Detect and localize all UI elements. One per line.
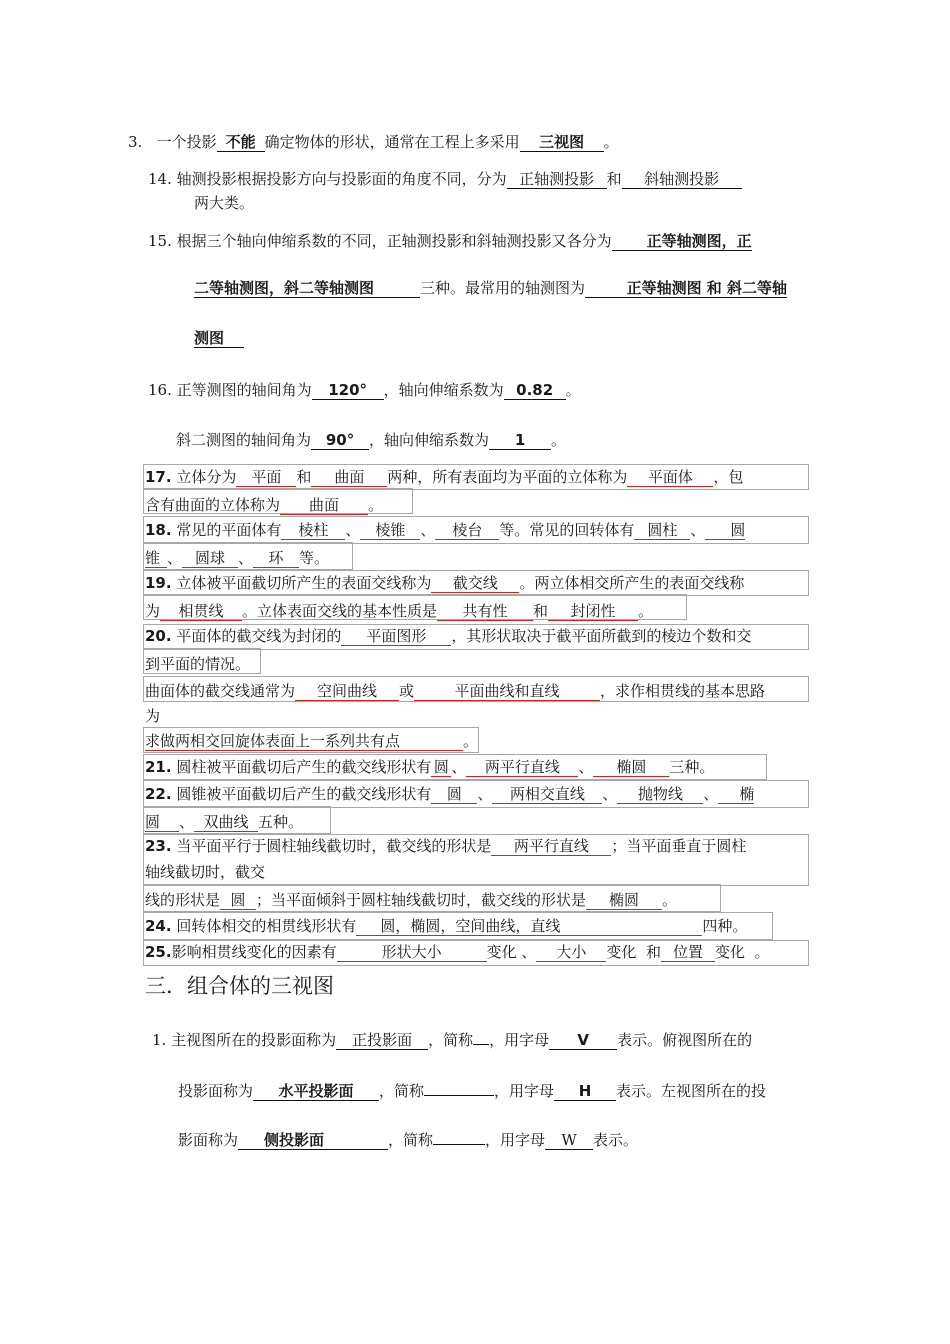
q18-answer-2: 棱锥 <box>360 521 420 540</box>
q23-answer-2: 圆 <box>220 891 256 910</box>
q14-line-2: 两大类。 <box>194 194 255 212</box>
q25-answer-3: 位置 <box>661 943 715 962</box>
q3-number: 3. <box>128 133 143 151</box>
q20-line-3: 曲面体的截交线通常为 空间曲线 或 平面曲线和直线 ，求作相贯线的基本思路 <box>145 682 766 700</box>
q23-answer-3: 椭圆 <box>586 891 662 910</box>
q14-line-1: 14. 轴测投影根据投影方向与投影面的角度不同，分为 正轴测投影 和 斜轴测投影 <box>148 169 742 189</box>
s1-answer-1: 正投影面 <box>336 1031 428 1050</box>
q23-answer-1: 两平行直线 <box>491 837 611 856</box>
s1-answer-6: H <box>554 1082 616 1101</box>
q22-answer-1: 圆 <box>431 785 477 804</box>
q23-line-1: 23. 当平面平行于圆柱轴线截切时，截交线的形状是 两平行直线 ；当平面垂直于圆柱 <box>145 837 747 855</box>
q15-answer-2a: 正等轴测图 和 斜二等轴 <box>585 279 787 298</box>
s1-answer-9: W <box>545 1131 593 1150</box>
section-3-title: 三．组合体的三视图 <box>145 974 334 998</box>
q19-answer-1: 截交线 <box>431 574 519 593</box>
q20-line-2: 到平面的情况。 <box>145 655 251 673</box>
q14-answer-2: 斜轴测投影 <box>622 170 742 189</box>
q3-line: 3. 一个投影 不能 确定物体的形状，通常在工程上多采用 三视图 。 <box>128 133 619 151</box>
q18-number: 18. <box>145 521 172 539</box>
q25-line: 25.影响相贯线变化的因素有 形状大小 变化 、 大小 变化 和 位置 变化 。 <box>145 943 770 961</box>
q15-answer-2b: 测图 <box>194 329 244 348</box>
s1-line-1: 1. 主视图所在的投影面称为 正投影面 ，简称 ，用字母 V 表示。俯视图所在的 <box>152 1031 753 1049</box>
q17-answer-1: 平面 <box>236 468 296 487</box>
q20-answer-2: 空间曲线 <box>295 682 399 701</box>
q15-number: 15. <box>148 232 172 250</box>
s1-line-3: 影面称为 侧投影面 ，简称 ，用字母 W 表示。 <box>178 1131 639 1149</box>
q14-number: 14. <box>148 170 172 188</box>
q18-answer-6: 圆球 <box>182 549 238 568</box>
q25-answer-2: 大小 <box>536 943 606 962</box>
q24-answer-1: 圆，椭圆，空间曲线，直线 <box>356 917 702 936</box>
q16-answer-3: 90° <box>311 431 369 450</box>
q15-line-1: 15. 根据三个轴向伸缩系数的不同，正轴测投影和斜轴测投影又各分为 正等轴测图，正 <box>148 232 752 250</box>
q22-answer-4b: 圆 <box>145 813 179 832</box>
q15-answer-1a: 正等轴测图，正 <box>612 232 752 251</box>
q21-answer-1: 圆 <box>431 758 451 777</box>
q21-answer-3: 椭圆 <box>593 758 669 777</box>
q20-answer-1: 平面图形 <box>341 627 451 646</box>
q16-answer-2: 0.82 <box>504 381 566 400</box>
q22-answer-3: 抛物线 <box>617 785 703 804</box>
q22-answer-4a: 椭 <box>718 785 754 804</box>
s1-line-2: 投影面称为 水平投影面 ，简称 ，用字母 H 表示。左视图所在的投 <box>178 1082 767 1100</box>
q15-line-3 <box>194 328 244 348</box>
q19-answer-4: 封闭性 <box>548 602 638 621</box>
s1-answer-4: 水平投影面 <box>253 1082 379 1101</box>
q16-number: 16. <box>148 381 172 399</box>
q19-number: 19. <box>145 574 172 592</box>
q20-answer-3: 平面曲线和直线 <box>414 682 600 701</box>
q17-line-1: 17. 立体分为 平面 和 曲面 两种，所有表面均为平面的立体称为 平面体 ，包 <box>145 468 744 486</box>
q18-answer-5b: 锥 <box>145 549 167 568</box>
q20-line-1: 20. 平面体的截交线为封闭的 平面图形 ，其形状取决于截平面所截到的棱边个数和交 <box>145 627 752 645</box>
q19-line-2: 为 相贯线 。立体表面交线的基本性质是 共有性 和 封闭性 。 <box>145 602 654 620</box>
q18-answer-3: 棱台 <box>435 521 499 540</box>
q21-answer-2: 两平行直线 <box>466 758 578 777</box>
s1-answer-7: 侧投影面 <box>238 1131 388 1150</box>
s1-answer-5 <box>424 1095 494 1096</box>
s1-answer-8 <box>433 1144 485 1145</box>
q19-answer-3: 共有性 <box>437 602 533 621</box>
s1-answer-3: V <box>549 1031 617 1050</box>
q23-number: 23. <box>145 837 172 855</box>
q18-answer-5a: 圆 <box>705 521 745 540</box>
q20-line-5: 求做两相交回旋体表面上一系列共有点 。 <box>145 732 479 750</box>
q24-line: 24. 回转体相交的相贯线形状有 圆，椭圆，空间曲线，直线 四种。 <box>145 917 748 935</box>
q19-line-1: 19. 立体被平面截切所产生的表面交线称为 截交线 。两立体相交所产生的表面交线称 <box>145 574 745 592</box>
q16-answer-4: 1 <box>489 431 551 450</box>
q23-line-3: 线的形状是 圆 ；当平面倾斜于圆柱轴线截切时，截交线的形状是 椭圆 。 <box>145 891 678 909</box>
q25-answer-1: 形状大小 <box>337 943 487 962</box>
q17-line-2: 含有曲面的立体称为 曲面 。 <box>145 496 384 514</box>
q20-number: 20. <box>145 627 172 645</box>
q16-answer-1: 120° <box>312 381 384 400</box>
q25-number: 25. <box>145 943 172 961</box>
q24-number: 24. <box>145 917 172 935</box>
q16-line-2: 斜二测图的轴间角为 90° ，轴向伸缩系数为 1 。 <box>176 431 567 449</box>
q17-answer-4: 曲面 <box>280 496 368 515</box>
q20-line-4: 为 <box>145 707 161 725</box>
q21-line: 21. 圆柱被平面截切后产生的截交线形状有 圆 、 两平行直线 、 椭圆 三种。 <box>145 758 715 776</box>
q19-answer-2: 相贯线 <box>160 602 242 621</box>
q17-number: 17. <box>145 468 172 486</box>
q18-answer-1: 棱柱 <box>281 521 345 540</box>
s1-number: 1. <box>152 1031 167 1049</box>
q20-answer-4: 求做两相交回旋体表面上一系列共有点 <box>145 732 463 751</box>
q22-number: 22. <box>145 785 172 803</box>
q3-answer-2: 三视图 <box>520 133 604 152</box>
q17-answer-3: 平面体 <box>627 468 713 487</box>
q21-number: 21. <box>145 758 172 776</box>
s1-answer-2 <box>473 1044 489 1045</box>
q15-answer-1b: 二等轴测图，斜二等轴测图 <box>194 279 420 298</box>
q3-answer-1: 不能 <box>217 133 265 152</box>
q15-line-2: 二等轴测图，斜二等轴测图 三种。最常用的轴测图为 正等轴测图 和 斜二等轴 <box>194 279 788 297</box>
q22-answer-2: 两相交直线 <box>492 785 602 804</box>
q22-line-2: 圆 、 双曲线 五种。 <box>145 813 304 831</box>
q23-line-2: 轴线截切时，截交 <box>145 863 266 881</box>
q18-line-1: 18. 常见的平面体有 棱柱 、 棱锥 、 棱台 等。常见的回转体有 圆柱 、 圆 <box>145 521 746 539</box>
q22-line-1: 22. 圆锥被平面截切后产生的截交线形状有 圆 、 两相交直线 、 抛物线 、 椭 <box>145 785 755 803</box>
q14-answer-1: 正轴测投影 <box>507 170 607 189</box>
q18-answer-4: 圆柱 <box>634 521 690 540</box>
q17-answer-2: 曲面 <box>311 468 387 487</box>
q18-line-2: 锥 、 圆球 、 环 等。 <box>145 549 330 567</box>
q22-answer-5: 双曲线 <box>194 813 258 832</box>
q16-line-1: 16. 正等测图的轴间角为 120° ，轴向伸缩系数为 0.82 。 <box>148 381 581 399</box>
q18-answer-7: 环 <box>253 549 299 568</box>
